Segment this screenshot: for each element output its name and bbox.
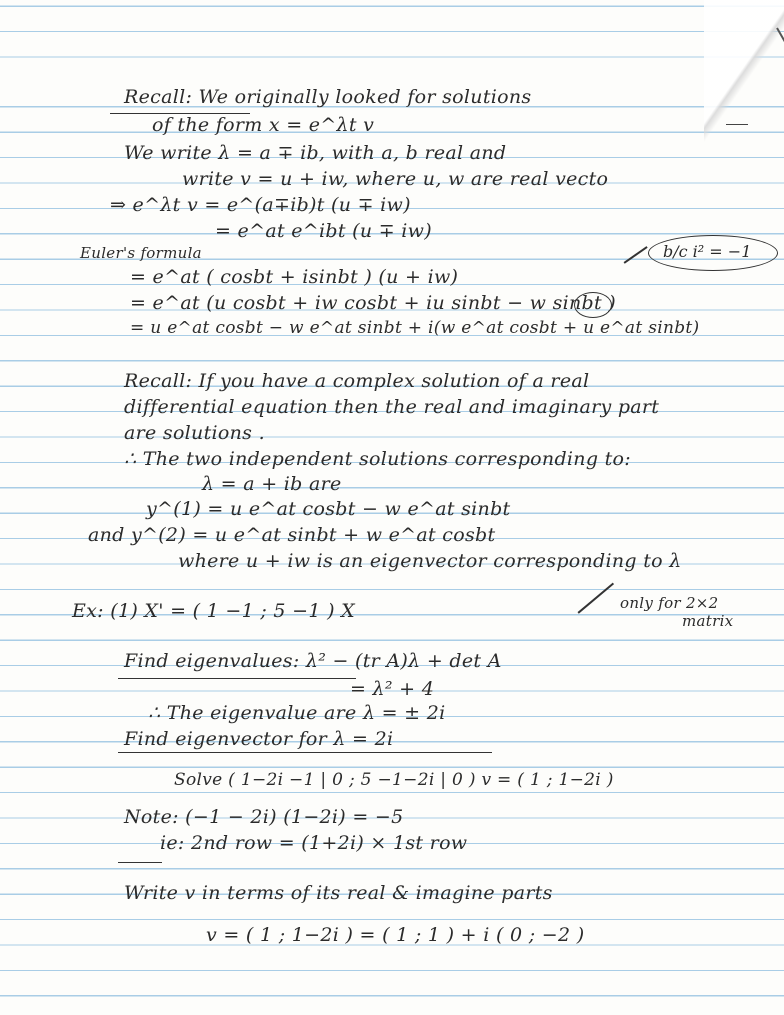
callout-arrow — [624, 246, 648, 263]
note-line: Write v in terms of its real & imagine parts — [124, 882, 553, 904]
note-line: ∴ The eigenvalue are λ = ± 2i — [148, 702, 446, 724]
underline — [118, 678, 356, 679]
note-line: = e^at (u cosbt + iw cosbt + iu sinbt − w sinbt ) — [130, 292, 616, 314]
note-line: of the form x = e^λt v — [152, 114, 375, 136]
note-line: = e^at ( cosbt + isinbt ) (u + iw) — [130, 266, 459, 288]
note-line: Recall: If you have a complex solution of a real — [124, 370, 590, 392]
note-line: are solutions . — [124, 422, 265, 444]
note-line: Find eigenvalues: λ² − (tr A)λ + det A — [124, 650, 502, 672]
note-line: write v = u + iw, where u, w are real vecto — [182, 168, 609, 190]
note-line: = u e^at cosbt − w e^at sinbt + i(w e^at cosbt + u e^at sinbt) — [130, 318, 700, 338]
note-line: differential equation then the real and imaginary part — [124, 396, 660, 418]
note-line: = e^at e^ibt (u ∓ iw) — [215, 220, 432, 242]
note-line: λ = a + ib are — [202, 473, 342, 495]
short-rule — [118, 862, 162, 863]
note-line: Euler's formula — [80, 244, 202, 262]
note-line: y^(1) = u e^at cosbt − w e^at sinbt — [146, 498, 511, 520]
stray-mark — [726, 124, 748, 125]
callout-text: b/c i² = −1 — [663, 242, 752, 261]
note-line: Solve ( 1−2i −1 | 0 ; 5 −1−2i | 0 ) v = ( 1 ; 1−2i ) — [174, 770, 614, 790]
note-line: = λ² + 4 — [350, 678, 435, 700]
note-line: Find eigenvector for λ = 2i — [124, 728, 394, 750]
note-line: v = ( 1 ; 1−2i ) = ( 1 ; 1 ) + i ( 0 ; −2 ) — [206, 924, 585, 946]
note-line: Recall: We originally looked for solutions — [124, 86, 532, 108]
note-line: ∴ The two independent solutions corresponding to: — [124, 448, 631, 470]
note-line: where u + iw is an eigenvector corresponding to λ — [178, 550, 682, 572]
circled-term — [574, 292, 612, 318]
note-line: Note: (−1 − 2i) (1−2i) = −5 — [124, 806, 404, 828]
underline — [118, 752, 492, 753]
note-line: and y^(2) = u e^at sinbt + w e^at cosbt — [88, 524, 496, 546]
note-line: ⇒ e^λt v = e^(a∓ib)t (u ∓ iw) — [110, 194, 411, 216]
callout-bubble — [648, 235, 778, 271]
note-line: matrix — [682, 612, 734, 630]
note-line: We write λ = a ∓ ib, with a, b real and — [124, 142, 507, 164]
annotation-arrow — [578, 583, 614, 614]
note-line: Ex: (1) X' = ( 1 −1 ; 5 −1 ) X — [72, 600, 355, 622]
note-line: ie: 2nd row = (1+2i) × 1st row — [160, 832, 468, 854]
page-fold — [704, 0, 784, 160]
note-line: only for 2×2 — [620, 594, 719, 612]
